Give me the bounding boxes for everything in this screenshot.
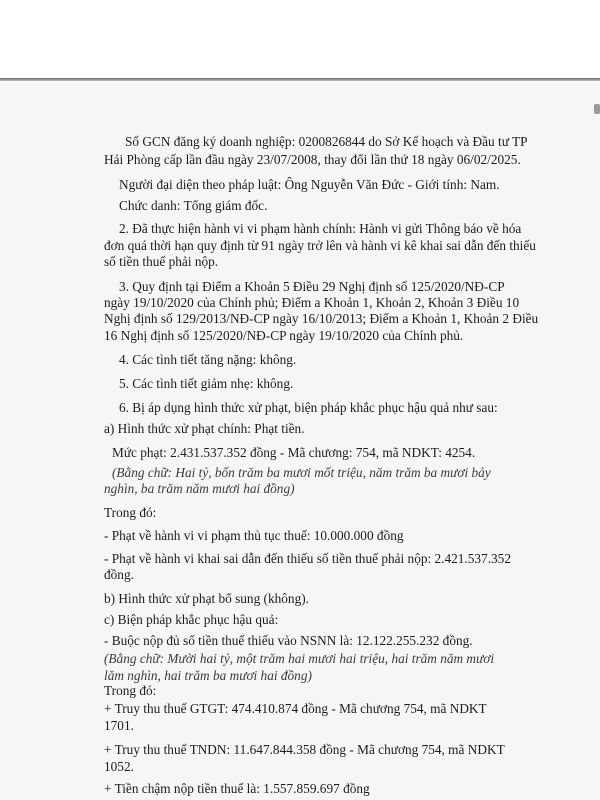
document-line: Người đại diện theo pháp luật: Ông Nguyễn Văn Đức - Giới tính: Nam. bbox=[119, 177, 500, 192]
document-line: 4. Các tình tiết tăng nặng: không. bbox=[119, 352, 297, 367]
document-line: Nghị định số 129/2013/NĐ-CP ngày 16/10/2013; Điểm a Khoản 1, Khoản 2 Điều bbox=[104, 311, 539, 326]
document-line: 16 Nghị định số 125/2020/NĐ-CP ngày 19/10/2020 của Chính phủ. bbox=[104, 328, 464, 343]
document-line: lăm nghìn, hai trăm ba mươi hai đồng) bbox=[104, 668, 312, 683]
document-line: số tiền thuế phải nộp. bbox=[104, 254, 219, 269]
document-line: đồng. bbox=[104, 567, 134, 582]
document-line: - Phạt về hành vi khai sai dẫn đến thiếu số tiền thuế phải nộp: 2.421.537.352 bbox=[104, 551, 511, 566]
document-line: 1052. bbox=[104, 759, 134, 774]
document-line: 5. Các tình tiết giảm nhẹ: không. bbox=[119, 376, 294, 391]
document-line: 6. Bị áp dụng hình thức xử phạt, biện pháp khắc phục hậu quả như sau: bbox=[119, 400, 498, 415]
document-line: Trong đó: bbox=[104, 505, 157, 520]
document-line: + Truy thu thuế GTGT: 474.410.874 đồng - Mã chương 754, mã NDKT bbox=[104, 701, 487, 716]
document-line: Mức phạt: 2.431.537.352 đồng - Mã chương: 754, mã NDKT: 4254. bbox=[112, 445, 476, 460]
document-line: ngày 19/10/2020 của Chính phủ; Điểm a Khoản 1, Khoản 2, Khoản 3 Điều 10 bbox=[104, 295, 520, 310]
document-line: b) Hình thức xử phạt bổ sung (không). bbox=[104, 591, 309, 606]
document-line: 1701. bbox=[104, 718, 134, 733]
document-line: (Bằng chữ: Hai tỷ, bốn trăm ba mươi mốt triệu, năm trăm ba mươi bảy bbox=[112, 465, 491, 480]
document-line: đơn quá thời hạn quy định từ 91 ngày trở lên và hành vi kê khai sai dẫn đến thiếu bbox=[104, 238, 536, 253]
document-line: + Truy thu thuế TNDN: 11.647.844.358 đồng - Mã chương 754, mã NDKT bbox=[104, 742, 505, 757]
document-line: a) Hình thức xử phạt chính: Phạt tiền. bbox=[104, 421, 305, 436]
document-line: nghìn, ba trăm năm mươi hai đồng) bbox=[104, 481, 295, 496]
document-line: - Buộc nộp đủ số tiền thuế thiếu vào NSNN là: 12.122.255.232 đồng. bbox=[104, 633, 473, 648]
document-line: + Tiền chậm nộp tiền thuế là: 1.557.859.697 đồng bbox=[104, 781, 370, 796]
document-line: c) Biện pháp khắc phục hậu quả: bbox=[104, 612, 279, 627]
document-line: Trong đó: bbox=[104, 683, 157, 698]
document-line: (Bằng chữ: Mười hai tỷ, một trăm hai mươi hai triệu, hai trăm năm mươi bbox=[104, 651, 495, 666]
document-line: 2. Đã thực hiện hành vi vi phạm hành chính: Hành vi gửi Thông báo về hóa bbox=[119, 221, 522, 236]
document-line: 3. Quy định tại Điểm a Khoản 5 Điều 29 Nghị định số 125/2020/NĐ-CP bbox=[119, 279, 505, 294]
document-line: Hải Phòng cấp lần đầu ngày 23/07/2008, thay đổi lần thứ 18 ngày 06/02/2025. bbox=[104, 152, 521, 167]
document-line: - Phạt về hành vi vi phạm thủ tục thuế: 10.000.000 đồng bbox=[104, 528, 404, 543]
document-line: Chức danh: Tổng giám đốc. bbox=[119, 198, 268, 213]
document-line: Số GCN đăng ký doanh nghiệp: 0200826844 do Sở Kế hoạch và Đầu tư TP bbox=[125, 134, 528, 149]
